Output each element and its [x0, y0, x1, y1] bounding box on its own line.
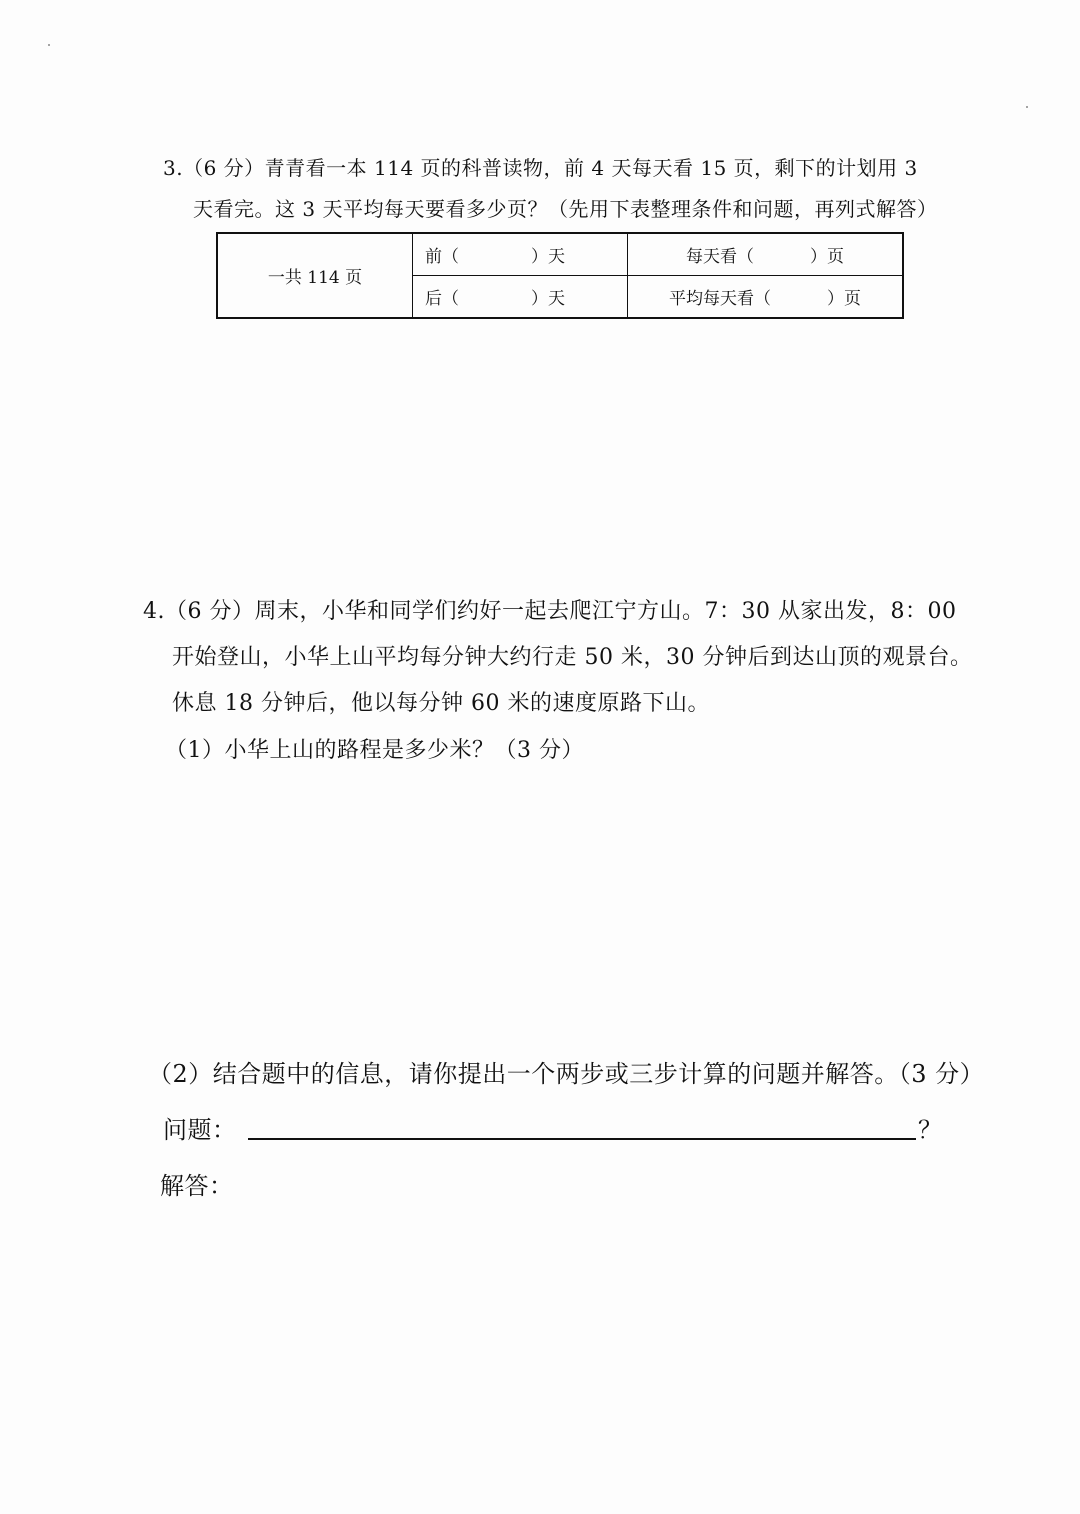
later-days-cell[interactable]	[413, 276, 628, 319]
later-days-suffix: ）天	[531, 289, 565, 309]
q4-sub1: （1）小华上山的路程是多少米？（3 分）	[165, 738, 584, 763]
q4-text-line1: 4.（6 分）周末，小华和同学们约好一起去爬江宁方山。7：30 从家出发，8：00	[143, 599, 957, 624]
avg-pages-suffix: ）页	[827, 289, 861, 309]
avg-pages-cell[interactable]	[628, 276, 904, 319]
later-days-prefix: 后（	[425, 289, 459, 309]
question-answer-line[interactable]	[248, 1138, 916, 1140]
first-days-cell[interactable]	[413, 233, 628, 276]
total-pages-cell: 一共 114 页	[217, 233, 413, 318]
q4-text-line3: 休息 18 分钟后，他以每分钟 60 米的速度原路下山。	[172, 691, 710, 716]
q3-condition-table	[216, 232, 904, 319]
scan-speck	[48, 44, 50, 46]
q4-sub2: （2）结合题中的信息，请你提出一个两步或三步计算的问题并解答。（3 分）	[148, 1060, 985, 1088]
daily-pages-cell[interactable]	[628, 233, 904, 276]
q4-text-line2: 开始登山，小华上山平均每分钟大约行走 50 米，30 分钟后到达山顶的观景台。	[172, 645, 973, 670]
scan-speck	[1026, 106, 1028, 108]
first-days-suffix: ）天	[531, 247, 565, 267]
daily-pages-prefix: 每天看（	[686, 247, 754, 267]
first-days-prefix: 前（	[425, 247, 459, 267]
answer-label: 解答：	[160, 1172, 234, 1200]
daily-pages-suffix: ）页	[810, 247, 844, 267]
avg-pages-prefix: 平均每天看（	[669, 289, 771, 309]
question-mark: ？	[918, 1116, 943, 1144]
question-label: 问题：	[163, 1116, 237, 1144]
q3-text-line1: 3.（6 分）青青看一本 114 页的科普读物，前 4 天每天看 15 页，剩下的计划用 3	[163, 156, 918, 180]
q3-text-line2: 天看完。这 3 天平均每天要看多少页？（先用下表整理条件和问题，再列式解答）	[193, 197, 938, 221]
